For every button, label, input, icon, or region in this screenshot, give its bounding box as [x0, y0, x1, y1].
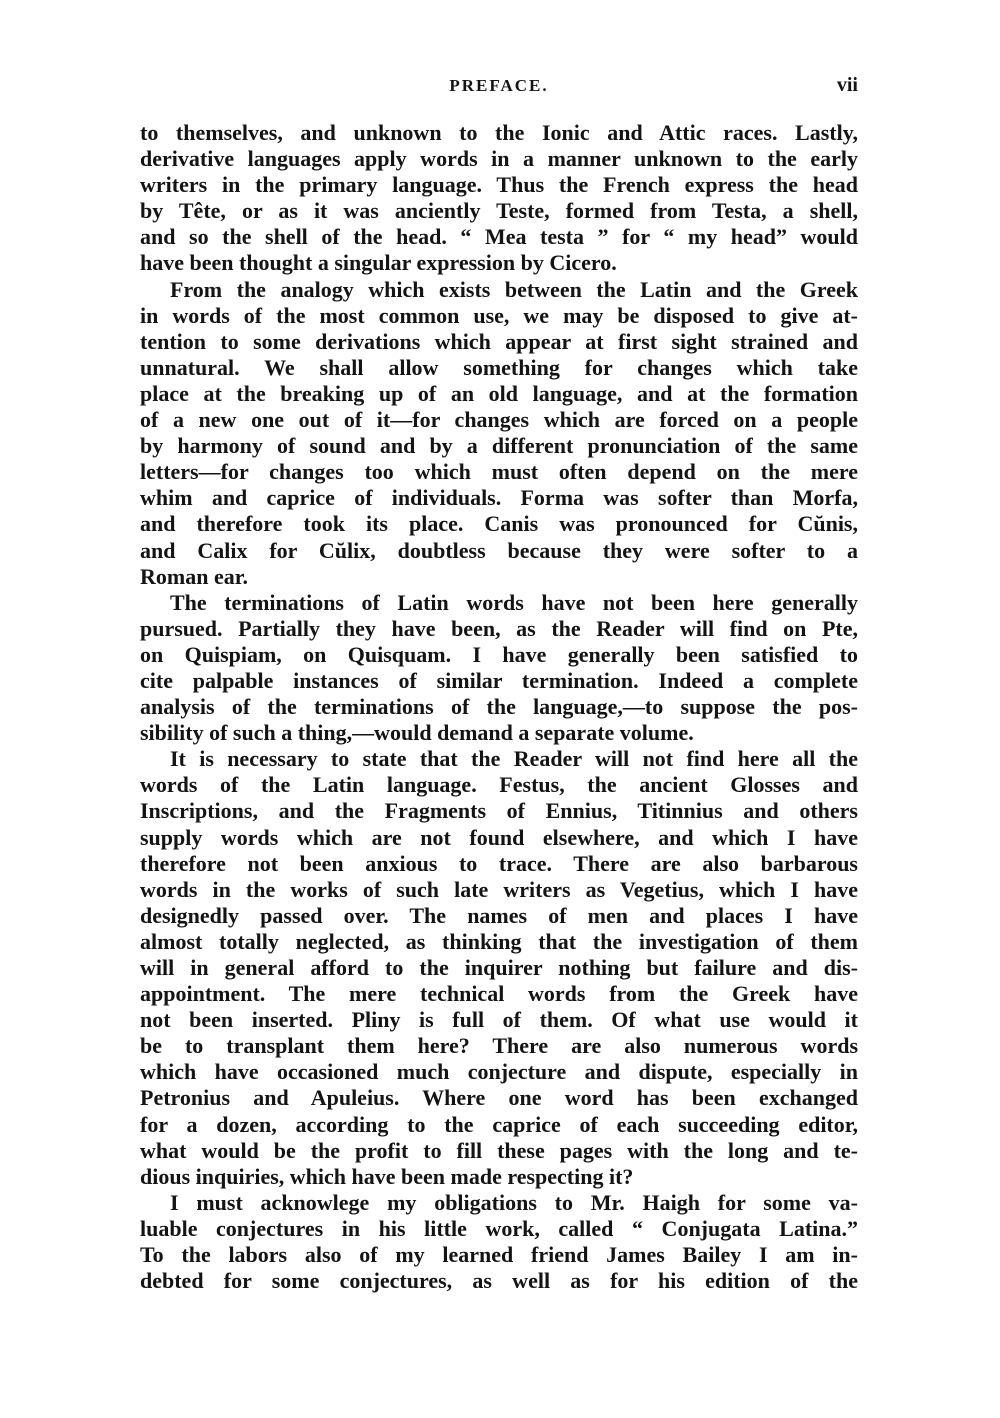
text-line: which have occasioned much conjecture and dispute, especially in: [140, 1059, 858, 1085]
text-line: almost totally neglected, as thinking that the investigation of them: [140, 928, 858, 954]
text-line: of a new one out of it—for changes which are forced on a people: [140, 407, 858, 433]
text-line: on Quispiam, on Quisquam. I have generally been satisfied to: [140, 641, 858, 667]
text-line: supply words which are not found elsewhere, and which I have: [140, 824, 858, 850]
text-line: therefore not been anxious to trace. There are also barbarous: [140, 850, 858, 876]
running-head: [140, 76, 858, 104]
text-line: by harmony of sound and by a different pronunciation of the same: [140, 433, 858, 459]
text-line: be to transplant them here? There are also numerous words: [140, 1033, 858, 1059]
text-line: Petronius and Apuleius. Where one word has been exchanged: [140, 1085, 858, 1111]
text-line: will in general afford to the inquirer nothing but failure and dis-: [140, 955, 858, 980]
text-line: to themselves, and unknown to the Ionic and Attic races. Lastly,: [140, 120, 858, 145]
text-line: It is necessary to state that the Reader will not find here all the: [170, 746, 858, 772]
text-line: appointment. The mere technical words from the Greek have: [140, 981, 858, 1007]
text-line: Inscriptions, and the Fragments of Ennius, Titinnius and others: [140, 798, 858, 824]
text-line: pursued. Partially they have been, as the Reader will find on Pte,: [140, 615, 858, 641]
text-line: and so the shell of the head. “ Mea testa ” for “ my head” would: [140, 224, 858, 250]
text-line: whim and caprice of individuals. Forma was softer than Morfa,: [140, 485, 858, 511]
text-line: tention to some derivations which appear at first sight strained and: [140, 328, 858, 354]
text-line: derivative languages apply words in a manner unknown to the early: [140, 146, 858, 172]
text-line: analysis of the terminations of the language,—to suppose the pos-: [140, 694, 858, 720]
body-text: [140, 120, 858, 1294]
text-line: by Tête, or as it was anciently Teste, formed from Testa, a shell,: [140, 198, 858, 224]
text-line: designedly passed over. The names of men and places I have: [140, 902, 858, 928]
text-line: Roman ear.: [140, 563, 248, 589]
text-line: writers in the primary language. Thus the French express the head: [140, 172, 858, 198]
text-line: letters—for changes too which must often depend on the mere: [140, 459, 858, 485]
text-line: and therefore took its place. Canis was pronounced for Cŭnis,: [140, 511, 858, 537]
running-title: PREFACE.: [449, 76, 549, 95]
text-line: what would be the profit to fill these pages with the long and te-: [140, 1137, 858, 1163]
text-line: and Calix for Cŭlix, doubtless because they were softer to a: [140, 537, 858, 563]
text-line: luable conjectures in his little work, called “ Conjugata Latina.”: [140, 1215, 858, 1241]
text-line: I must acknowlege my obligations to Mr. Haigh for some va-: [170, 1189, 858, 1215]
text-line: not been inserted. Pliny is full of them. Of what use would it: [140, 1007, 858, 1033]
text-line: The terminations of Latin words have not been here generally: [170, 589, 858, 615]
page-number: vii: [836, 74, 858, 96]
text-line: in words of the most common use, we may be disposed to give at-: [140, 302, 858, 328]
text-line: sibility of such a thing,—would demand a separate volume.: [140, 720, 694, 746]
text-line: debted for some conjectures, as well as for his edition of the: [140, 1268, 858, 1294]
text-line: words of the Latin language. Festus, the ancient Glosses and: [140, 772, 858, 798]
text-line: words in the works of such late writers as Vegetius, which I have: [140, 876, 858, 902]
text-line: To the labors also of my learned friend James Bailey I am in-: [140, 1242, 858, 1268]
text-line: unnatural. We shall allow something for changes which take: [140, 354, 858, 380]
text-line: have been thought a singular expression by Cicero.: [140, 250, 617, 276]
text-line: for a dozen, according to the caprice of each succeeding editor,: [140, 1111, 858, 1137]
text-line: cite palpable instances of similar termination. Indeed a complete: [140, 667, 858, 693]
text-line: From the analogy which exists between the Latin and the Greek: [170, 276, 858, 302]
text-line: place at the breaking up of an old language, and at the formation: [140, 380, 858, 406]
text-line: dious inquiries, which have been made respecting it?: [140, 1163, 634, 1189]
